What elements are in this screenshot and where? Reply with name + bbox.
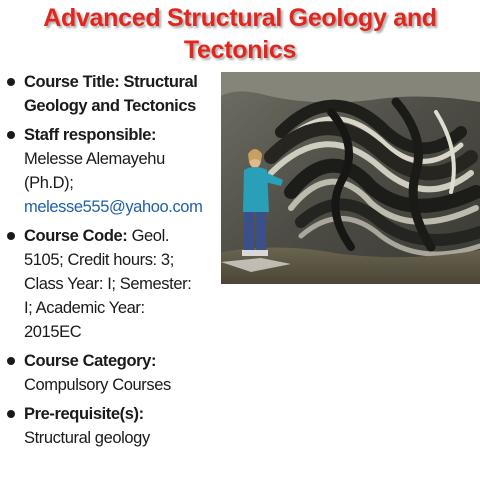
course-code-item (6, 224, 216, 344)
course-code-line-3: Class Year: I; Semester: (24, 275, 192, 293)
staff-item (6, 123, 216, 219)
course-code-label: Course Code: (24, 227, 128, 245)
course-title-value-1: Structural (123, 73, 198, 91)
slide-title-line-1: Advanced Structural Geology and (43, 4, 437, 32)
course-info-list (6, 70, 216, 455)
course-title-value-2: Geology and Tectonics (24, 97, 196, 115)
slide-title (0, 2, 480, 66)
course-category-item (6, 349, 216, 397)
course-code-line-2: 5105; Credit hours: 3; (24, 251, 174, 269)
staff-name-1: Melesse Alemayehu (24, 150, 165, 168)
course-category-label: Course Category: (24, 352, 157, 370)
folded-rock-photo (221, 72, 480, 284)
bullet-icon (7, 232, 15, 240)
prerequisite-value: Structural geology (24, 429, 150, 447)
bullet-icon (7, 410, 15, 418)
course-title-label: Course Title: (24, 73, 120, 91)
course-code-line-5: 2015EC (24, 323, 82, 341)
staff-label: Staff responsible: (24, 126, 157, 144)
slide-title-line-2: Tectonics (183, 36, 297, 64)
course-title-item (6, 70, 216, 118)
course-category-value: Compulsory Courses (24, 376, 171, 394)
prerequisite-label: Pre-requisite(s): (24, 405, 144, 423)
bullet-icon (7, 357, 15, 365)
prerequisite-item (6, 402, 216, 450)
bullet-icon (7, 131, 15, 139)
bullet-icon (7, 78, 15, 86)
staff-name-2: (Ph.D); (24, 174, 74, 192)
course-code-line-1: Geol. (131, 227, 170, 245)
staff-email-link[interactable]: melesse555@yahoo.com (24, 198, 203, 216)
folded-rock-image (221, 72, 480, 284)
course-code-line-4: I; Academic Year: (24, 299, 145, 317)
